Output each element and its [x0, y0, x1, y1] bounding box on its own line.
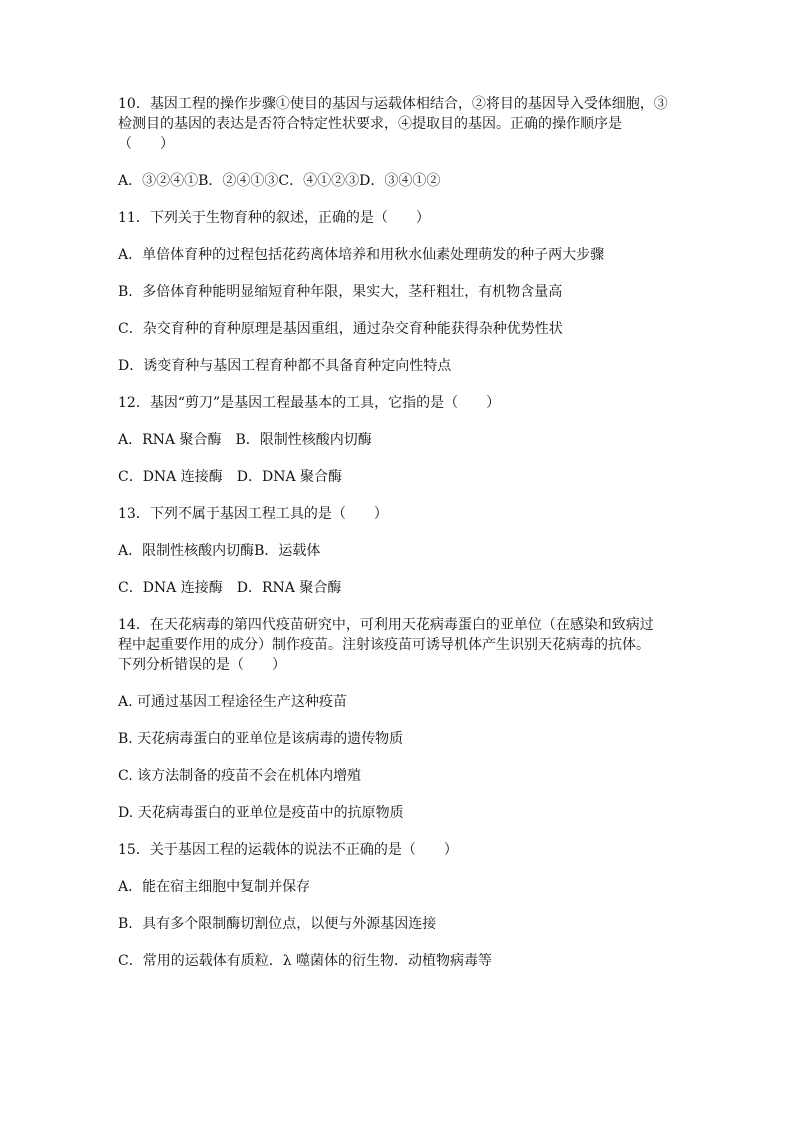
question-stem-line: 程中起重要作用的成分）制作疫苗。注射该疫苗可诱导机体产生识别天花病毒的抗体。 — [118, 637, 650, 653]
answer-option: D．诱变育种与基因工程育种都不具备育种定向性特点 — [118, 358, 452, 374]
answer-option: C．常用的运载体有质粒．λ 噬菌体的衍生物．动植物病毒等 — [118, 953, 493, 969]
answer-option: C．DNA 连接酶 D．DNA 聚合酶 — [118, 469, 343, 485]
question-stem-line: 12．基因“剪刀”是基因工程最基本的工具，它指的是（ ） — [118, 395, 501, 411]
question-stem-line: 11．下列关于生物育种的叙述，正确的是（ ） — [118, 210, 430, 226]
answer-option: A．限制性核酸内切酶B．运载体 — [118, 543, 321, 559]
answer-option: C．DNA 连接酶 D．RNA 聚合酶 — [118, 580, 342, 596]
answer-option: A．能在宿主细胞中复制并保存 — [118, 879, 311, 895]
question-12 — [118, 393, 678, 487]
question-stem-line: 10．基因工程的操作步骤①使目的基因与运载体相结合，②将目的基因导入受体细胞，③ — [118, 96, 668, 112]
question-list — [118, 94, 678, 971]
answer-option: D. 天花病毒蛋白的亚单位是疫苗中的抗原物质 — [118, 805, 404, 821]
answer-option: A．单倍体育种的过程包括花药离体培养和用秋水仙素处理萌发的种子两大步骤 — [118, 247, 605, 263]
question-14 — [118, 615, 678, 823]
question-15 — [118, 840, 678, 971]
question-11 — [118, 208, 678, 376]
question-stem-line: （ ） — [118, 136, 174, 152]
question-stem-line: 14．在天花病毒的第四代疫苗研究中，可利用天花病毒蛋白的亚单位（在感染和致病过 — [118, 617, 654, 633]
answer-option: B．具有多个限制酶切割位点，以便与外源基因连接 — [118, 916, 437, 932]
answer-option: B．多倍体育种能明显缩短育种年限，果实大，茎秆粗壮，有机物含量高 — [118, 284, 563, 300]
answer-option: A．③②④①B．②④①③C．④①②③D．③④①② — [118, 173, 441, 189]
answer-option: C．杂交育种的育种原理是基因重组，通过杂交育种能获得杂种优势性状 — [118, 321, 563, 337]
question-10 — [118, 94, 678, 191]
question-stem-line: 13．下列不属于基因工程工具的是（ ） — [118, 506, 388, 522]
answer-option: B. 天花病毒蛋白的亚单位是该病毒的遗传物质 — [118, 731, 404, 747]
question-stem-line: 15．关于基因工程的运载体的说法不正确的是（ ） — [118, 842, 458, 858]
question-stem-line: 检测目的基因的表达是否符合特定性状要求，④提取目的基因。正确的操作顺序是 — [118, 116, 622, 132]
question-13 — [118, 504, 678, 598]
answer-option: C. 该方法制备的疫苗不会在机体内增殖 — [118, 768, 362, 784]
answer-option: A. 可通过基因工程途径生产这种疫苗 — [118, 694, 348, 710]
answer-option: A．RNA 聚合酶 B．限制性核酸内切酶 — [118, 432, 372, 448]
question-stem-line: 下列分析错误的是（ ） — [118, 657, 286, 673]
